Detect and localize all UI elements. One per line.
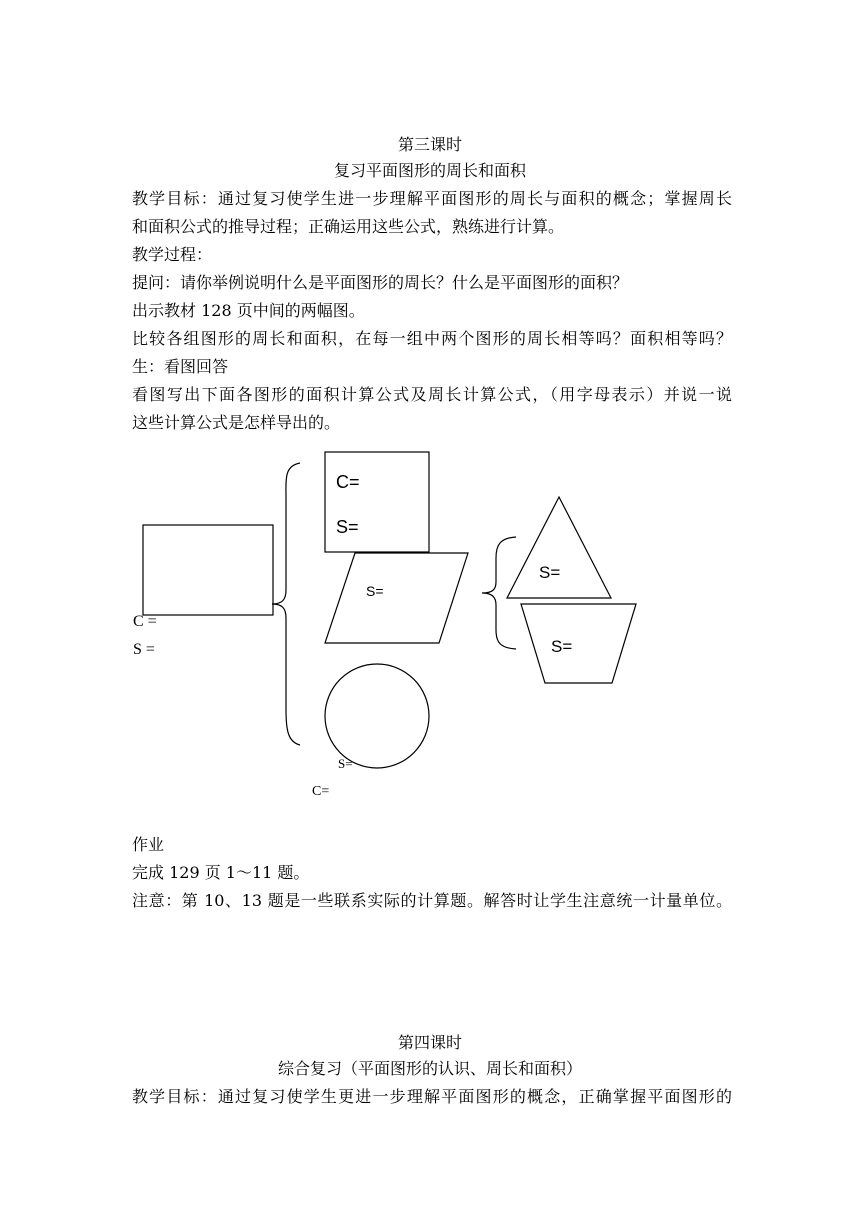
square-c-label: C=	[336, 472, 360, 492]
rectangle-shape	[143, 525, 273, 615]
homework-note: 注意：第 10、13 题是一些联系实际的计算题。解答时让学生注意统一计量单位。	[132, 891, 732, 910]
lesson3-process-title: 教学过程：	[132, 245, 213, 264]
trapezoid-shape	[521, 604, 636, 683]
circle-shape	[325, 664, 429, 768]
shapes-figure	[0, 440, 860, 810]
lesson3-task-line1: 看图写出下面各图形的面积计算公式及周长计算公式，（用字母表示）并说一说	[132, 385, 732, 404]
triangle-s-label: S=	[539, 563, 561, 582]
lesson3-task-line2: 这些计算公式是怎样导出的。	[132, 413, 341, 432]
rectangle-c-label: C =	[133, 613, 157, 630]
rectangle-s-label: S =	[133, 641, 155, 658]
left-brace	[272, 463, 300, 745]
lesson3-show-figures: 出示教材 128 页中间的两幅图。	[132, 301, 365, 320]
right-brace	[482, 537, 516, 649]
circle-c-label: C=	[312, 784, 330, 799]
lesson3-question: 提问：请你举例说明什么是平面图形的周长？什么是平面图形的面积？	[132, 273, 629, 292]
triangle-shape	[507, 497, 611, 598]
lesson3-objective-line1: 教学目标：通过复习使学生进一步理解平面图形的周长与面积的概念；掌握周长	[132, 189, 732, 208]
square-shape	[325, 452, 429, 552]
square-s-label: S=	[336, 517, 359, 537]
lesson3-student: 生：看图回答	[132, 357, 229, 376]
lesson4-subheading: 综合复习（平面图形的认识、周长和面积）	[277, 1059, 582, 1078]
circle-s-label: S=	[338, 756, 353, 771]
lesson3-subheading: 复习平面图形的周长和面积	[333, 161, 526, 180]
homework-task: 完成 129 页 1～11 题。	[132, 863, 310, 882]
trapezoid-s-label: S=	[551, 637, 573, 656]
lesson3-heading: 第三课时	[397, 135, 462, 154]
parallelogram-shape	[325, 553, 468, 643]
homework-title: 作业	[132, 835, 165, 854]
lesson4-heading: 第四课时	[397, 1033, 462, 1052]
lesson3-compare: 比较各组图形的周长和面积，在每一组中两个图形的周长相等吗？面积相等吗？	[132, 329, 732, 348]
lesson4-objective-line1: 教学目标：通过复习使学生更进一步理解平面图形的概念，正确掌握平面图形的	[132, 1087, 732, 1106]
parallelogram-s-label: S=	[366, 583, 384, 599]
lesson3-objective-line2: 和面积公式的推导过程；正确运用这些公式，熟练进行计算。	[132, 217, 565, 236]
